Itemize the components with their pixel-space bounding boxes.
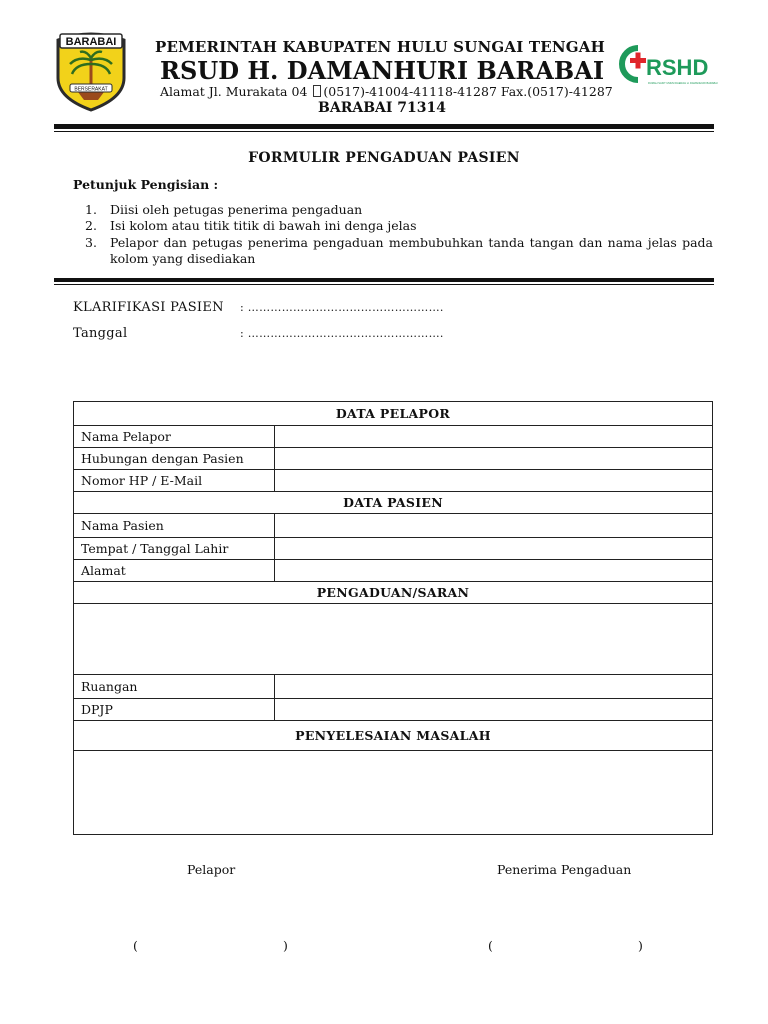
header-rule-thin	[54, 131, 714, 132]
hospital-city: BARABAI 71314	[318, 100, 447, 116]
nama-pelapor-field[interactable]	[275, 426, 713, 448]
ttl-label: Tempat / Tanggal Lahir	[74, 538, 275, 560]
instruction-text: Isi kolom atau titik titik di bawah ini denga jelas	[110, 218, 417, 233]
dpjp-label: DPJP	[74, 699, 275, 721]
penerima-open-paren: (	[488, 938, 493, 953]
hospital-name: RSUD H. DAMANHURI BARABAI	[160, 56, 605, 85]
pengaduan-field[interactable]	[74, 604, 713, 675]
hospital-address	[160, 84, 613, 99]
logo-text: BARABAI	[65, 36, 117, 48]
section-data-pelapor: DATA PELAPOR	[74, 402, 713, 426]
hubungan-field[interactable]	[275, 448, 713, 470]
penerima-signature-label: Penerima Pengaduan	[497, 862, 632, 877]
pelapor-signature-label: Pelapor	[187, 862, 236, 877]
pelapor-open-paren: (	[133, 938, 138, 953]
klarifikasi-label: KLARIFIKASI PASIEN	[73, 300, 224, 315]
address-phone: (0517)-41004-41118-41287 Fax.(0517)-41287	[323, 84, 613, 99]
ruangan-field[interactable]	[275, 675, 713, 699]
address-street: Alamat Jl. Murakata 04	[160, 84, 308, 99]
instruction-item	[85, 202, 713, 218]
complaint-table	[73, 401, 713, 835]
header-rule	[54, 124, 714, 129]
section-penyelesaian: PENYELESAIAN MASALAH	[74, 721, 713, 751]
klarifikasi-value[interactable]: : …………………………………………….	[240, 301, 444, 314]
instruction-number: 1.	[85, 202, 97, 217]
penyelesaian-field[interactable]	[74, 751, 713, 835]
alamat-field[interactable]	[275, 560, 713, 582]
rshd-tagline: RUMAH SAKIT UMUM DAERAH H. DAMANHURI BARABAI	[648, 82, 718, 85]
penerima-close-paren: )	[638, 938, 643, 953]
instruction-item	[85, 235, 713, 267]
ttl-field[interactable]	[275, 538, 713, 560]
instruction-number: 2.	[85, 218, 97, 233]
nomor-hp-label: Nomor HP / E-Mail	[74, 470, 275, 492]
instruction-number: 3.	[85, 235, 97, 250]
instructions-rule	[54, 278, 714, 282]
tanggal-value[interactable]: : …………………………………………….	[240, 327, 444, 340]
section-pengaduan: PENGADUAN/SARAN	[74, 582, 713, 604]
tanggal-label: Tanggal	[73, 326, 128, 341]
alamat-label: Alamat	[74, 560, 275, 582]
pelapor-close-paren: )	[283, 938, 288, 953]
rshd-logo	[612, 40, 720, 88]
ruangan-label: Ruangan	[74, 675, 275, 699]
nama-pasien-label: Nama Pasien	[74, 514, 275, 538]
dpjp-field[interactable]	[275, 699, 713, 721]
hubungan-label: Hubungan dengan Pasien	[74, 448, 275, 470]
nomor-hp-field[interactable]	[275, 470, 713, 492]
rshd-logo-text: RSHD	[646, 55, 709, 80]
regency-logo	[52, 30, 130, 112]
form-title: FORMULIR PENGADUAN PASIEN	[248, 150, 520, 166]
nama-pelapor-label: Nama Pelapor	[74, 426, 275, 448]
section-data-pasien: DATA PASIEN	[74, 492, 713, 514]
nama-pasien-field[interactable]	[275, 514, 713, 538]
logo-ribbon: BERSERAKAT	[74, 86, 108, 93]
instruction-item	[85, 218, 713, 234]
government-name: PEMERINTAH KABUPATEN HULU SUNGAI TENGAH	[155, 38, 605, 56]
instruction-text: Pelapor dan petugas penerima pengaduan membubuhkan tanda tangan dan nama jelas pada kolom yang disediakan	[110, 235, 713, 266]
instructions-rule-thin	[54, 284, 714, 285]
instructions-heading: Petunjuk Pengisian :	[73, 177, 219, 192]
unknown-symbol-icon	[313, 85, 321, 97]
instruction-text: Diisi oleh petugas penerima pengaduan	[110, 202, 363, 217]
